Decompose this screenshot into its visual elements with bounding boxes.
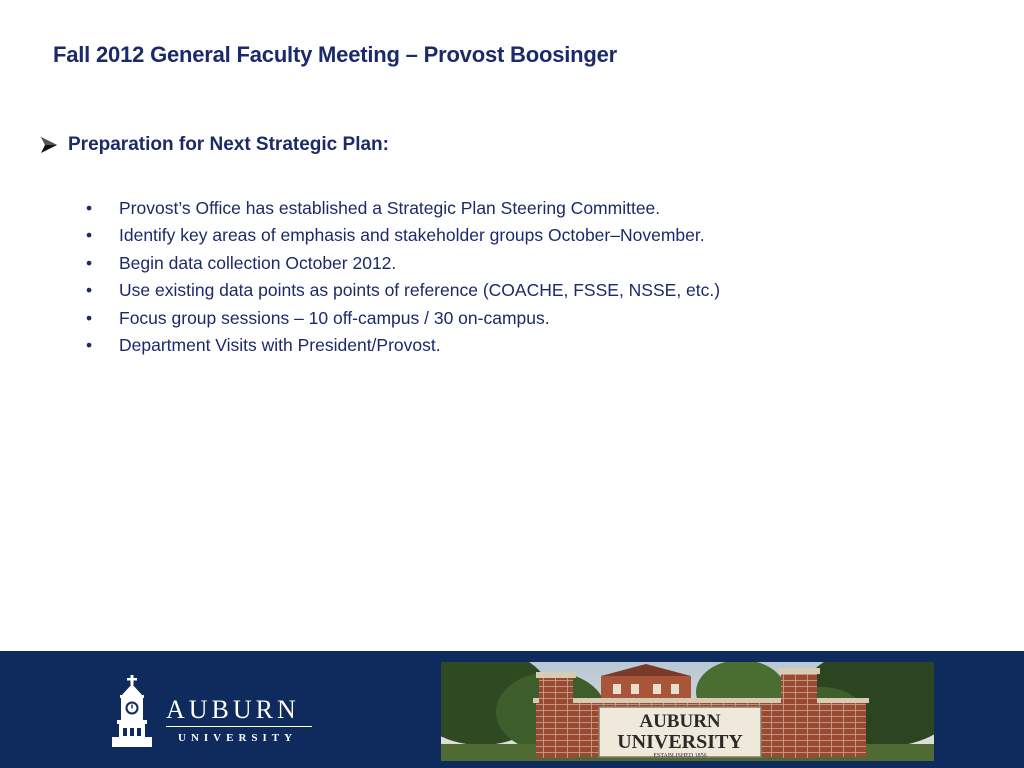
samford-tower-icon [108,675,156,747]
logo-divider [166,726,312,727]
campus-sign-image [441,662,934,761]
bullet-list [86,195,720,359]
bullet-item [86,195,720,222]
bullet-text: Provost’s Office has established a Strategic Plan Steering Committee. [119,198,661,218]
section-heading: Preparation for Next Strategic Plan: [68,134,389,155]
auburn-logo [108,675,318,750]
bullet-text: Department Visits with President/Provost. [119,335,441,356]
bullet-dot: • [86,280,93,301]
bullet-text: Focus group sessions – 10 off-campus / 30 on-campus. [119,307,550,328]
sign-line-2: UNIVERSITY [617,731,743,753]
sign-line-1: AUBURN [639,711,721,732]
bullet-item [86,277,720,304]
arrowhead-bullet-icon [38,134,60,156]
logo-wordmark: AUBURN [166,695,300,724]
logo-subword: UNIVERSITY [178,732,298,744]
bullet-dot: • [86,307,93,328]
section-header [38,134,389,156]
bullet-dot: • [86,252,93,273]
campus-sign-photo [441,662,934,761]
bullet-text: Use existing data points as points of reference (COACHE, FSSE, NSSE, etc.) [119,280,721,301]
bullet-text: Begin data collection October 2012. [119,252,397,273]
bullet-item [86,250,720,277]
bullet-dot: • [86,335,93,356]
bullet-item [86,305,720,332]
sign-line-3: ESTABLISHED 1856 [653,753,707,759]
bullet-item [86,222,720,249]
bullet-item [86,332,720,359]
bullet-dot: • [86,225,93,246]
bullet-dot: • [86,198,93,218]
bullet-text: Identify key areas of emphasis and stakeholder groups October–November. [119,225,705,246]
slide-title: Fall 2012 General Faculty Meeting – Provost Boosinger [53,42,618,67]
